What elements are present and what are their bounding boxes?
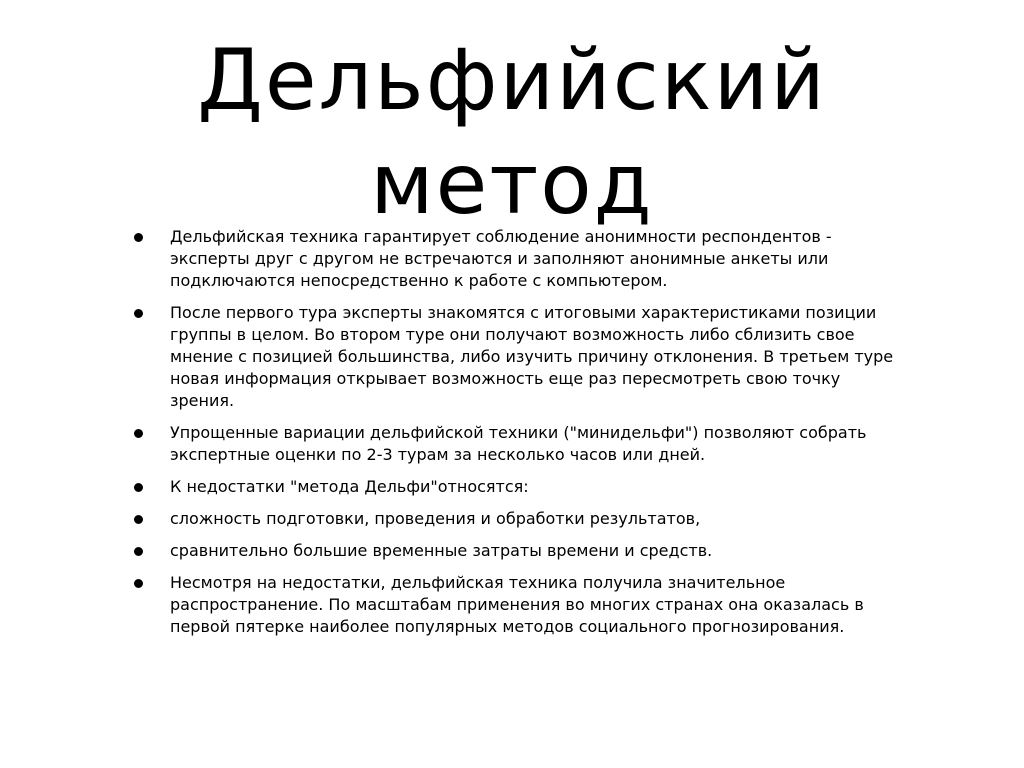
bullet-text: Несмотря на недостатки, дельфийская техника получила значительное распространение. По масштабам применения во многих странах она оказалась в первой пятерке наиболее популярных методов социального прогнозирования. [170,573,864,636]
slide-title-line-2: метод [370,135,654,233]
bullet-text: сложность подготовки, проведения и обработки результатов, [170,509,701,528]
bullet-icon [134,309,143,318]
list-item [128,226,908,292]
list-item [128,540,908,562]
list-item [128,422,908,466]
bullet-text: К недостатки "метода Дельфи"относятся: [170,477,529,496]
bullet-text: После первого тура эксперты знакомятся с итоговыми характеристиками позиции группы в целом. Во втором туре они получают возможность либо сблизить свое мнение с позицией большинства, либо изучить причину отклонения. В третьем туре новая информация открывает возможность еще раз пересмотреть свою точку зрения. [170,303,894,410]
bullet-icon [134,579,143,588]
bullet-icon [134,429,143,438]
list-item [128,572,908,638]
bullet-icon [134,547,143,556]
bullet-icon [134,515,143,524]
list-item [128,302,908,412]
list-item [128,508,908,530]
bullet-list [128,226,908,648]
slide-title [0,28,1024,236]
slide-title-line-1: Дельфийский [197,31,827,129]
list-item [128,476,908,498]
bullet-icon [134,483,143,492]
bullet-text: Упрощенные вариации дельфийской техники ("минидельфи") позволяют собрать экспертные оценки по 2-3 турам за несколько часов или дней. [170,423,867,464]
bullet-text: сравнительно большие временные затраты времени и средств. [170,541,713,560]
bullet-text: Дельфийская техника гарантирует соблюдение анонимности респондентов - эксперты друг с другом не встречаются и заполняют анонимные анкеты или подключаются непосредственно к работе с компьютером. [170,227,832,290]
bullet-icon [134,233,143,242]
